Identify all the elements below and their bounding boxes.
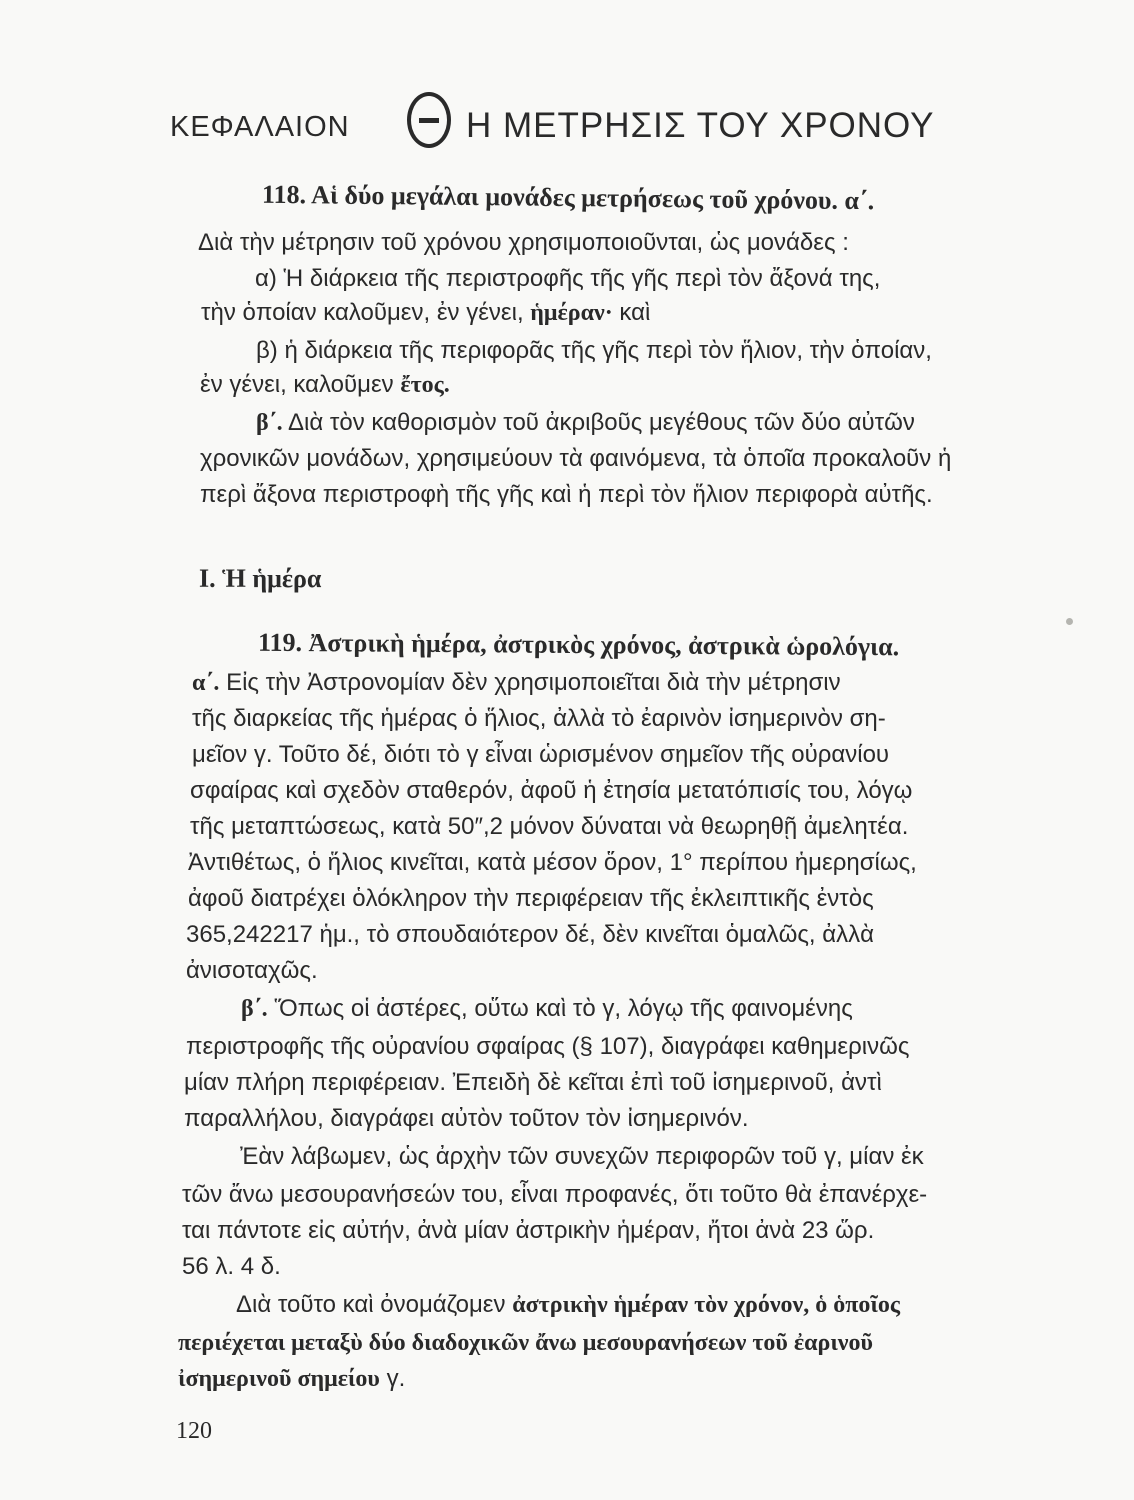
subpoint-beta: β΄. [241,996,268,1022]
text-span: Εἰς τὴν Ἀστρονομίαν δὲν χρησιμοποιεῖται διὰ τὴν μέτρησιν [226,669,841,696]
text-span: Διὰ τοῦτο καὶ ὀνομάζομεν [236,1291,506,1318]
text-line: τῆς μεταπτώσεως, κατὰ 50″,2 μόνον δύναται νὰ θεωρηθῇ ἀμελητέα. [190,813,909,840]
definition-text: ἰσημερινοῦ σημείου [178,1366,380,1392]
chapter-letter-theta-icon [407,92,451,148]
text-line: χρονικῶν μονάδων, χρησιμεύουν τὰ φαινόμενα, τὰ ὁποῖα προκαλοῦν ἡ [200,445,952,472]
text-span: καὶ [619,299,651,326]
text-line: α) Ἡ διάρκεια τῆς περιστροφῆς τῆς γῆς περὶ τὸν ἄξονά της, [255,265,881,292]
text-line: 56 λ. 4 δ. [182,1253,281,1280]
text-line [236,1290,900,1320]
text-line: περιστροφῆς τῆς οὐρανίου σφαίρας (§ 107), διαγράφει καθημερινῶς [186,1033,910,1060]
text-line: περὶ ἄξονα περιστροφὴ τῆς γῆς καὶ ἡ περὶ τὸν ἥλιον περιφορὰ αὐτῆς. [200,481,933,508]
subsection-heading: Ι. Ἡ ἡμέρα [199,564,322,593]
text-span: Διὰ τὸν καθορισμὸν τοῦ ἀκριβοῦς μεγέθους τῶν δύο αὐτῶν [287,409,915,436]
section-119-heading: 119. Ἀστρικὴ ἡμέρα, ἀστρικὸς χρόνος, ἀστρικὰ ὡρολόγια. [257,627,900,662]
text-span: Ὅπως οἱ ἀστέρες, οὕτω καὶ τὸ γ, λόγῳ τῆς φαινομένης [274,995,853,1022]
definition-text: περιέχεται μεταξὺ δύο διαδοχικῶν ἄνω μεσουρανήσεων τοῦ ἐαρινοῦ [178,1330,873,1356]
text-line: 365,242217 ἡμ., τὸ σπουδαιότερον δέ, δὲν κινεῖται ὁμαλῶς, ἀλλὰ [186,921,875,948]
text-line [256,408,915,438]
paper-speck [1066,618,1073,625]
text-line [178,1364,405,1394]
page-number: 120 [176,1418,212,1444]
text-line: Ἐὰν λάβωμεν, ὡς ἀρχὴν τῶν συνεχῶν περιφορῶν τοῦ γ, μίαν ἐκ [240,1143,924,1170]
text-line: ἀνισοταχῶς. [186,957,318,984]
subpoint-alpha: α΄. [192,670,220,696]
text-line: παραλλήλου, διαγράφει αὐτὸν τοῦτον τὸν ἰσημερινόν. [184,1105,749,1132]
text-line: Διὰ τὴν μέτρησιν τοῦ χρόνου χρησιμοποιοῦνται, ὡς μονάδες : [198,229,849,256]
text-line [201,298,650,328]
definition-text: ἀστρικὴν ἡμέραν τὸν χρόνον, ὁ ὁποῖος [512,1292,900,1318]
term-day: ἡμέραν· [530,300,613,326]
text-line: ται πάντοτε εἰς αὐτήν, ἀνὰ μίαν ἀστρικὴν ἡμέραν, ἤτοι ἀνὰ 23 ὥρ. [182,1217,875,1244]
text-span: γ. [386,1365,406,1392]
text-line: Ἀντιθέτως, ὁ ἥλιος κινεῖται, κατὰ μέσον ὅρον, 1° περίπου ἡμερησίως, [188,849,917,876]
text-span: ἐν γένει, καλοῦμεν [200,371,394,398]
text-line: β) ἡ διάρκεια τῆς περιφορᾶς τῆς γῆς περὶ τὸν ἥλιον, τὴν ὁποίαν, [256,337,932,364]
text-line: ἀφοῦ διατρέχει ὁλόκληρον τὴν περιφέρειαν τῆς ἐκλειπτικῆς ἐντὸς [188,885,874,912]
text-line: σφαίρας καὶ σχεδὸν σταθερόν, ἀφοῦ ἡ ἐτησία μετατόπισίς του, λόγῳ [190,777,913,804]
text-line: μίαν πλήρη περιφέρειαν. Ἐπειδὴ δὲ κεῖται ἐπὶ τοῦ ἰσημερινοῦ, ἀντὶ [184,1069,882,1096]
section-118-heading: 118. Αἱ δύο μεγάλαι μονάδες μετρήσεως τοῦ χρόνου. α΄. [261,179,875,216]
chapter-title: Η ΜΕΤΡΗΣΙΣ ΤΟΥ ΧΡΟΝΟΥ [466,106,935,145]
text-line [241,994,853,1024]
chapter-header [170,78,970,158]
subpoint-beta: β΄. [256,410,283,436]
text-span: τὴν ὁποίαν καλοῦμεν, ἐν γένει, [201,299,524,326]
term-year: ἔτος. [400,372,450,398]
text-line [200,370,450,400]
text-line: τῶν ἄνω μεσουρανήσεών του, εἶναι προφανές, ὅτι τοῦτο θὰ ἐπανέρχε- [182,1181,928,1208]
chapter-label: ΚΕΦΑΛΑΙΟΝ [170,111,350,143]
text-line: μεῖον γ. Τοῦτο δέ, διότι τὸ γ εἶναι ὡρισμένον σημεῖον τῆς οὐρανίου [192,741,890,768]
text-line: τῆς διαρκείας τῆς ἡμέρας ὁ ἥλιος, ἀλλὰ τὸ ἐαρινὸν ἰσημερινὸν ση- [192,705,886,732]
text-line [192,668,841,698]
